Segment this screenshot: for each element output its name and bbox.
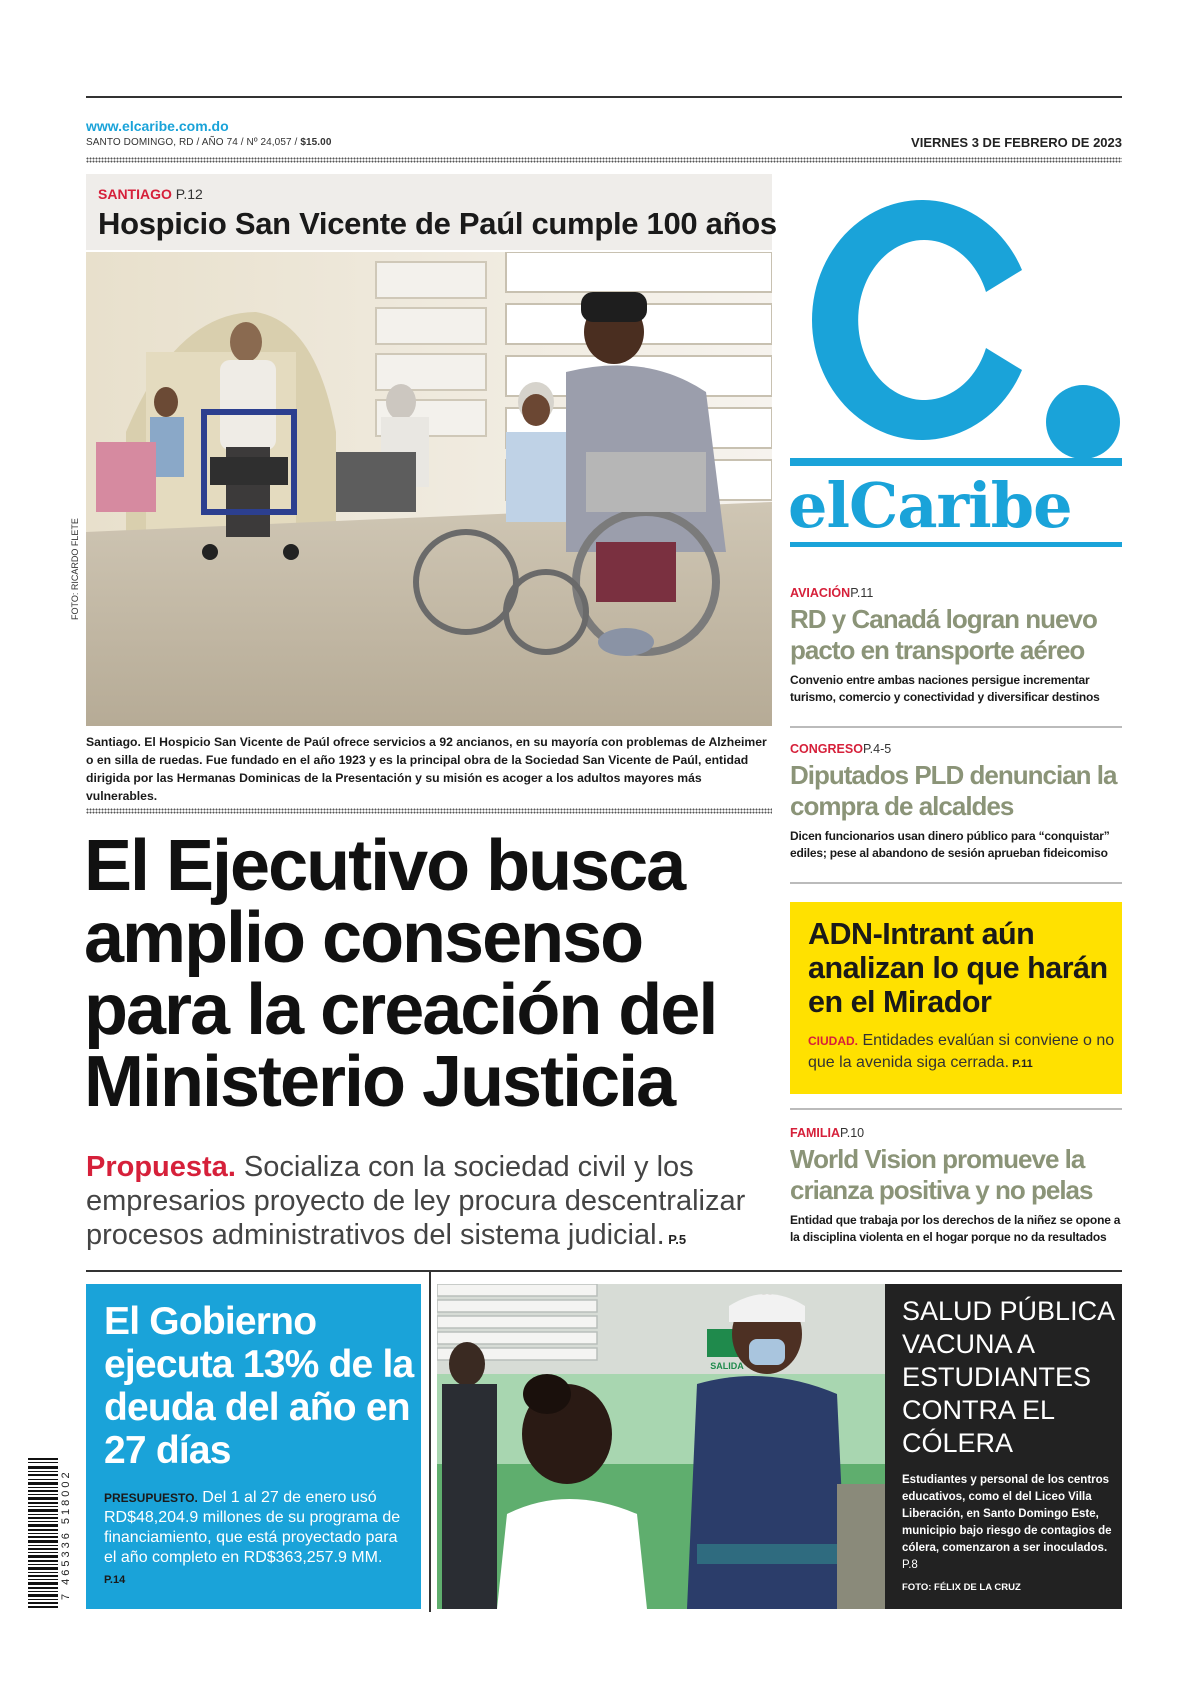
header-rule bbox=[86, 96, 1122, 98]
yellow-story-text bbox=[808, 1030, 1118, 1075]
page-ref: P.5 bbox=[664, 1232, 687, 1247]
edition-info bbox=[86, 137, 332, 148]
headline-line: amplio consenso bbox=[84, 898, 643, 978]
page-ref: P.4-5 bbox=[862, 742, 892, 756]
main-headline[interactable] bbox=[84, 826, 784, 1122]
section-label: AVIACIÓN bbox=[790, 586, 851, 600]
site-url-link[interactable]: www.elcaribe.com.do bbox=[86, 118, 229, 134]
sidebar-item-summary: Convenio entre ambas naciones persigue incrementar turismo, comercio y conectividad y diversificar destinos bbox=[790, 673, 1100, 704]
top-story-title[interactable]: Hospicio San Vicente de Paúl cumple 100 años bbox=[98, 206, 777, 241]
headline-line: Ministerio Justicia bbox=[84, 1042, 675, 1122]
main-story-deck bbox=[86, 1150, 776, 1257]
hospice-photo bbox=[86, 252, 772, 726]
sidebar-item-kicker bbox=[790, 1126, 864, 1140]
section-label: CONGRESO bbox=[790, 742, 863, 756]
newspaper-wordmark[interactable]: elCaribe bbox=[788, 469, 1072, 542]
sidebar-item-kicker bbox=[790, 586, 873, 600]
sidebar-divider bbox=[790, 726, 1122, 728]
photo-credit: FOTO: FÉLIX DE LA CRUZ bbox=[902, 1582, 1021, 1593]
photo-caption: Santiago. El Hospicio San Vicente de Paúl ofrece servicios a 92 ancianos, en su mayoría con problemas de Alzheimer o en silla de ruedas. Fue fundado en el año 1923 y es la principal obra de la Sociedad San Vicente de Paúl, entidad dirigida por las Hermanas Dominicas de la Presentación y su misión es acoger a los adultos mayores más vulnerables. bbox=[86, 735, 767, 803]
logo-c-icon bbox=[790, 170, 1120, 460]
edition-line: SANTO DOMINGO, RD / AÑO 74 / Nº 24,057 / bbox=[86, 137, 298, 148]
page-ref: P.11 bbox=[1009, 1058, 1033, 1070]
page-ref: P.11 bbox=[850, 586, 874, 600]
sidebar-item-title[interactable]: Diputados PLD denuncian la compra de alcaldes bbox=[790, 760, 1117, 821]
sidebar-divider bbox=[790, 1108, 1122, 1110]
vaccination-photo bbox=[437, 1284, 885, 1609]
page-ref: P.8 bbox=[902, 1559, 918, 1571]
black-story-title[interactable]: SALUD PÚBLICA VACUNA A ESTUDIANTES CONTRA EL CÓLERA bbox=[902, 1296, 1114, 1458]
headline-line: para la creación del bbox=[84, 970, 717, 1050]
story-text: Entidades evalúan si conviene o no que la avenida siga cerrada. bbox=[808, 1032, 1115, 1071]
newspaper-logo-c[interactable] bbox=[790, 170, 1120, 460]
section-dotted-rule bbox=[86, 808, 772, 814]
sidebar-item-summary: Dicen funcionarios usan dinero público para “conquistar” ediles; pese al abandono de sesión aprueban fideicomiso bbox=[790, 829, 1110, 860]
deck-lead: Propuesta. bbox=[86, 1151, 236, 1183]
price: $15.00 bbox=[300, 137, 332, 148]
logo-bar bbox=[790, 542, 1122, 547]
barcode-number: 7 465336 518002 bbox=[60, 1469, 72, 1600]
page-ref: P.14 bbox=[104, 1574, 126, 1586]
yellow-story-title[interactable]: ADN-Intrant aún analizan lo que harán en el Mirador bbox=[808, 917, 1108, 1019]
photo-credit: FOTO: RICARDO FLETE bbox=[70, 518, 80, 620]
blue-story-text bbox=[104, 1488, 404, 1590]
section-label: CIUDAD. bbox=[808, 1034, 858, 1048]
issue-date: VIERNES 3 DE FEBRERO DE 2023 bbox=[911, 135, 1122, 150]
header-dotted-rule bbox=[86, 157, 1122, 163]
sidebar-item-kicker bbox=[790, 742, 891, 756]
column-separator bbox=[429, 1272, 431, 1612]
barcode-icon bbox=[28, 1458, 58, 1608]
logo-bar bbox=[790, 458, 1122, 466]
black-story-text bbox=[902, 1472, 1117, 1574]
exit-sign-label: SALIDA bbox=[710, 1361, 744, 1371]
top-story-kicker bbox=[98, 186, 203, 202]
deck-text: Socializa con la sociedad civil y los empresarios proyecto de ley procura descentralizar procesos administrativos del sistema judicial. bbox=[86, 1151, 746, 1251]
page-ref: P.10 bbox=[840, 1126, 865, 1140]
sidebar-item-title[interactable]: World Vision promueve la crianza positiva y no pelas bbox=[790, 1144, 1093, 1205]
vaccination-photo-illustration bbox=[437, 1284, 885, 1609]
section-label: PRESUPUESTO. bbox=[104, 1491, 198, 1505]
bottom-rule bbox=[86, 1270, 1122, 1272]
section-label: SANTIAGO bbox=[98, 186, 172, 202]
story-text: Estudiantes y personal de los centros educativos, como el del Liceo Villa Liberación, en Santo Domingo Este, municipio bajo riesgo de contagios de cólera, comenzaron a ser inoculados. bbox=[902, 1474, 1112, 1554]
sidebar-item-summary: Entidad que trabaja por los derechos de la niñez se opone a la disciplina violenta en el hogar porque no da resultados bbox=[790, 1213, 1121, 1244]
sidebar-item-title[interactable]: RD y Canadá logran nuevo pacto en transporte aéreo bbox=[790, 604, 1097, 665]
section-label: FAMILIA bbox=[790, 1126, 840, 1140]
page-ref: P.12 bbox=[175, 186, 203, 202]
headline-line: El Ejecutivo busca bbox=[84, 826, 685, 906]
hospice-photo-illustration bbox=[86, 252, 772, 726]
sidebar-divider bbox=[790, 882, 1122, 884]
story-text: Del 1 al 27 de enero usó RD$48,204.9 millones de su programa de financiamiento, que está proyectado para el año completo en RD$363,257.9 MM. bbox=[104, 1489, 401, 1566]
blue-story-title[interactable]: El Gobierno ejecuta 13% de la deuda del año en 27 días bbox=[104, 1300, 414, 1472]
barcode-graphic bbox=[28, 1458, 58, 1608]
